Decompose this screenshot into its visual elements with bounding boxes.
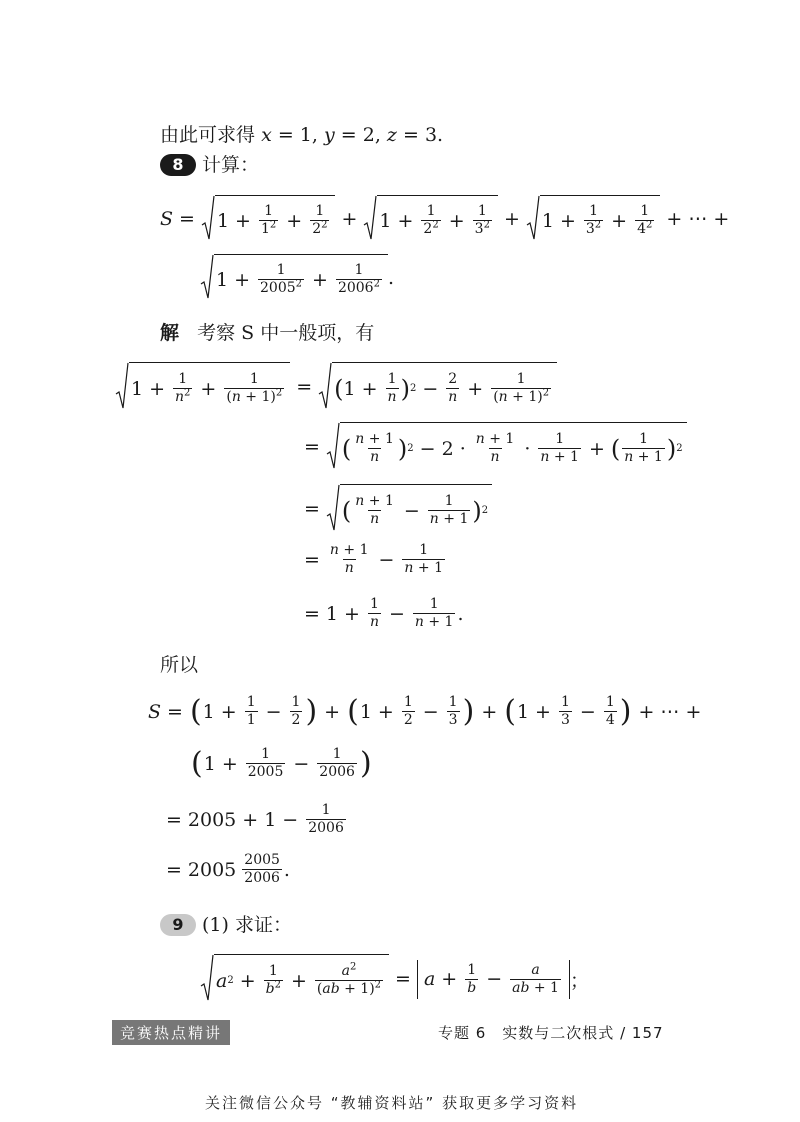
var-z: z xyxy=(386,124,397,146)
sum-expansion-1: S = ( 1 + $\frac{1}{1}$ − $\frac{1}{2}$ ) + ( 1 + $\frac{1}{2}$ − $\frac{1}{3}$ ) + ( 1 + $\frac{1}{3}$ − $\frac{1}{4}$ ) + ⋯ + xyxy=(148,693,702,729)
sum-simplified: = 2005 + 1 − $\frac{1}{2006}$ xyxy=(166,802,344,836)
radical: 1 + $\frac{1}{1^2}$ + $\frac{1}{2^2}$ xyxy=(201,195,336,243)
derivation-step-4: = $\frac{n + 1}{n}$ − $\frac{1}{n + 1}$ xyxy=(304,542,443,576)
var-x: x xyxy=(261,124,272,146)
symbol-s: S xyxy=(160,208,174,230)
equation-s-last-term: 1 + $\frac{1}{2005^2}$ + $\frac{1}{2006^2}$ . xyxy=(200,254,394,302)
footer-section-label: 竞赛热点精讲 xyxy=(112,1020,230,1045)
problem-8-header xyxy=(160,152,259,178)
therefore-text: 所以 xyxy=(160,654,199,676)
solution-label: 解 xyxy=(160,322,180,344)
problem-number-badge: 9 xyxy=(160,914,196,936)
problem-label: 计算： xyxy=(202,154,260,176)
problem-label: (1) 求证： xyxy=(202,914,292,936)
equals-sign: = xyxy=(179,208,195,230)
y-value: = 2 xyxy=(340,124,375,146)
radical: 1 + $\frac{1}{2^2}$ + $\frac{1}{3^2}$ xyxy=(363,195,498,243)
var-y: y xyxy=(323,124,335,146)
problem-9-equation: a 2 + $\frac{1}{b^2}$ + $\frac{a^2}{(ab + 1)^2}$ = a + $\frac{1}{b}$ − $\frac{a}{ab + 1}$ ； xyxy=(200,954,589,1004)
solution-header xyxy=(160,320,374,346)
result-prefix: 由此可求得 xyxy=(160,124,256,146)
result-line xyxy=(160,122,443,148)
z-value: = 3. xyxy=(402,124,444,146)
sum-expansion-2: ( 1 + $\frac{1}{2005}$ − $\frac{1}{2006}$ ) xyxy=(191,745,372,781)
problem-9-header xyxy=(160,912,292,938)
sum-result: = 2005 $\frac{2005}{2006}$ . xyxy=(166,852,290,886)
bottom-watermark-note: 关注微信公众号 “教辅资料站” 获取更多学习资料 xyxy=(205,1094,579,1112)
derivation-step-3: = ( $\frac{n + 1}{n}$ − $\frac{1}{n + 1}$ ) 2 xyxy=(298,484,492,534)
derivation-step-2: = ( $\frac{n + 1}{n}$ ) 2 − 2 · $\frac{n + 1}{n}$ · $\frac{1}{n + 1}$ + ( $\frac{1}{n + 1}$ ) 2 xyxy=(298,422,687,472)
problem-number-badge: 8 xyxy=(160,154,196,176)
derivation-step-5: = 1 + $\frac{1}{n}$ − $\frac{1}{n + 1}$ . xyxy=(304,596,464,630)
comma: , xyxy=(374,124,381,146)
radical: 1 + $\frac{1}{2005^2}$ + $\frac{1}{2006^2}$ xyxy=(200,254,388,302)
comma: , xyxy=(311,124,318,146)
solution-text: 考察 S 中一般项，有 xyxy=(197,322,375,344)
derivation-step-1: 1 + $\frac{1}{n^2}$ + $\frac{1}{(n + 1)^2}$ = ( 1 + $\frac{1}{n}$ ) 2 − $\frac{2}{n}$ + $\frac{1}{(n + 1)^2}$ xyxy=(115,362,557,412)
radical: 1 + $\frac{1}{3^2}$ + $\frac{1}{4^2}$ xyxy=(526,195,661,243)
x-value: = 1 xyxy=(277,124,312,146)
equation-s-definition: S = 1 + $\frac{1}{1^2}$ + $\frac{1}{2^2}$ + 1 + $\frac{1}{2^2}$ + $\frac{1}{3^2}$ + 1 + $\frac{1}{3^2}$ + $\frac{1}{4^2}$ + ⋯ + xyxy=(160,195,735,243)
footer-page-info: 专题 6 实数与二次根式 / 157 xyxy=(438,1024,664,1042)
